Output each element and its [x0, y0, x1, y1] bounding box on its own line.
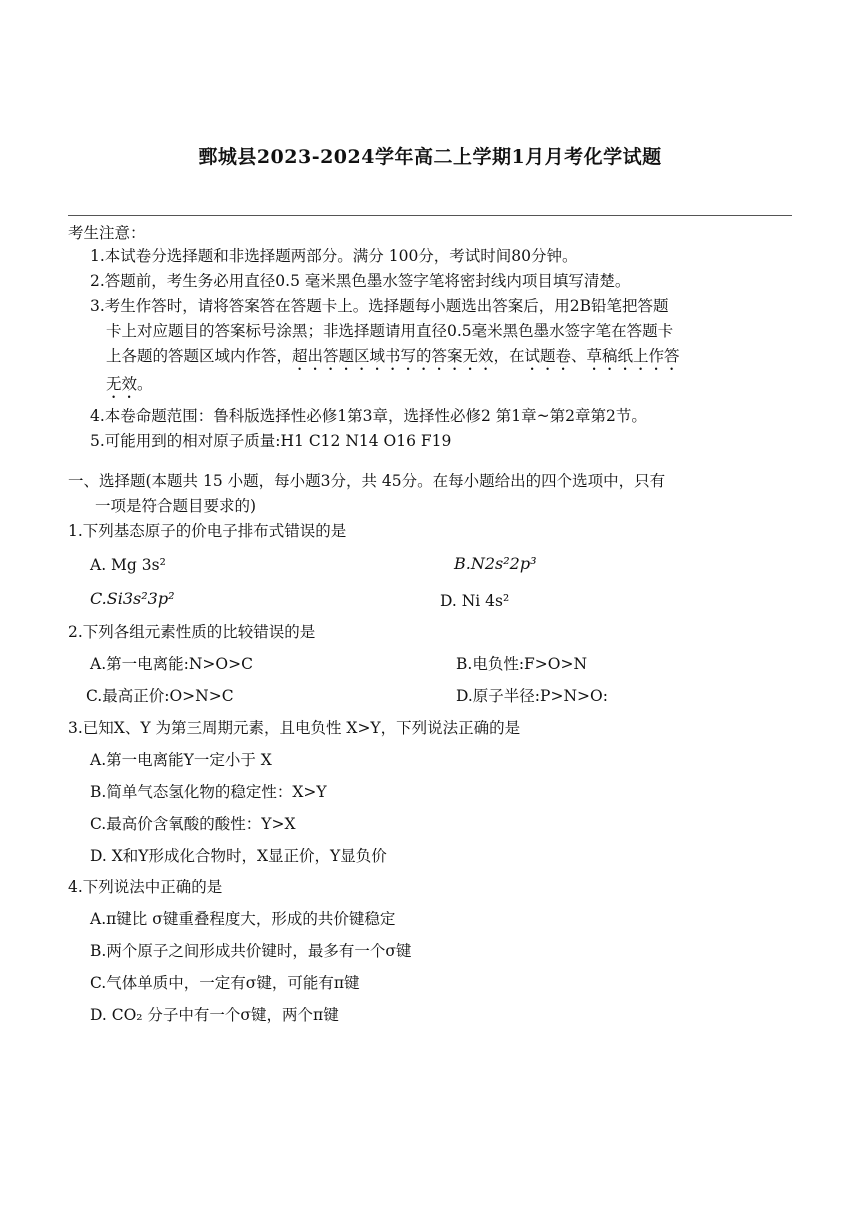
notice-text: ，在 — [493, 347, 525, 365]
question-4-option-b: B.两个原子之间形成共价键时，最多有一个σ键 — [90, 942, 412, 960]
question-3-stem: 3.已知X、Y 为第三周期元素，且电负性 X>Y，下列说法正确的是 — [68, 719, 521, 737]
notice-item-3-cont-1: 卡上对应题目的答案标号涂黑；非选择题请用直径0.5毫米黑色墨水签字笔在答题卡 — [106, 322, 674, 340]
question-2-option-d: D.原子半径:P>N>O: — [456, 687, 608, 705]
notice-text: 上各题的答题区域内作答， — [106, 347, 293, 365]
notice-item-5: 5.可能用到的相对原子质量:H1 C12 N14 O16 F19 — [90, 432, 452, 450]
question-1-option-d: D. Ni 4s² — [440, 592, 510, 610]
question-3-option-b: B.简单气态氢化物的稳定性：X>Y — [90, 783, 327, 801]
notice-item-1: 1.本试卷分选择题和非选择题两部分。满分 100分，考试时间80分钟。 — [90, 247, 578, 265]
question-2-option-b: B.电负性:F>O>N — [456, 655, 588, 673]
notice-heading: 考生注意： — [68, 224, 146, 242]
notice-text: 。 — [137, 375, 153, 393]
question-3-option-c: C.最高价含氧酸的酸性：Y>X — [90, 815, 296, 833]
question-1-option-b: B.N2s²2p³ — [454, 554, 537, 573]
notice-item-3-cont-2 — [106, 346, 680, 374]
question-4-option-c: C.气体单质中，一定有σ键，可能有π键 — [90, 974, 360, 992]
question-3-option-a: A.第一电离能Y一定小于 X — [90, 751, 272, 769]
page-title: 鄄城县2023-2024学年高二上学期1月月考化学试题 — [198, 146, 662, 168]
emphasis-text: 超出答题区域书写的答案无效 — [292, 347, 494, 365]
notice-item-2: 2.答题前，考生务必用直径0.5 毫米黑色墨水签字笔将密封线内项目填写清楚。 — [90, 272, 631, 290]
question-3-option-d: D. X和Y形成化合物时，X显正价，Y显负价 — [90, 847, 387, 865]
emphasis-text: 无效 — [106, 375, 138, 393]
notice-item-4: 4.本卷命题范围：鲁科版选择性必修1第3章，选择性必修2 第1章~第2章第2节。 — [90, 407, 647, 425]
question-1-option-c: C.Si3s²3p² — [90, 589, 175, 608]
notice-item-3-cont-3 — [106, 374, 153, 402]
question-4-option-a: A.π键比 σ键重叠程度大，形成的共价键稳定 — [90, 910, 396, 928]
question-4-stem: 4.下列说法中正确的是 — [68, 878, 223, 896]
question-2-option-c: C.最高正价:O>N>C — [86, 687, 234, 705]
question-1-stem: 1.下列基态原子的价电子排布式错误的是 — [68, 522, 347, 540]
section-heading-cont: 一项是符合题目要求的) — [95, 497, 257, 515]
divider — [68, 215, 792, 216]
notice-item-3: 3.考生作答时，请将答案答在答题卡上。选择题每小题选出答案后，用2B铅笔把答题 — [90, 297, 669, 315]
question-1-option-a: A. Mg 3s² — [90, 556, 166, 574]
question-2-option-a: A.第一电离能:N>O>C — [90, 655, 253, 673]
question-4-option-d: D. CO₂ 分子中有一个σ键，两个π键 — [90, 1006, 339, 1024]
emphasis-text: 试题卷、草稿纸上作答 — [524, 347, 680, 365]
section-heading: 一、选择题(本题共 15 小题，每小题3分，共 45分。在每小题给出的四个选项中，只有 — [68, 472, 666, 490]
question-2-stem: 2.下列各组元素性质的比较错误的是 — [68, 623, 316, 641]
